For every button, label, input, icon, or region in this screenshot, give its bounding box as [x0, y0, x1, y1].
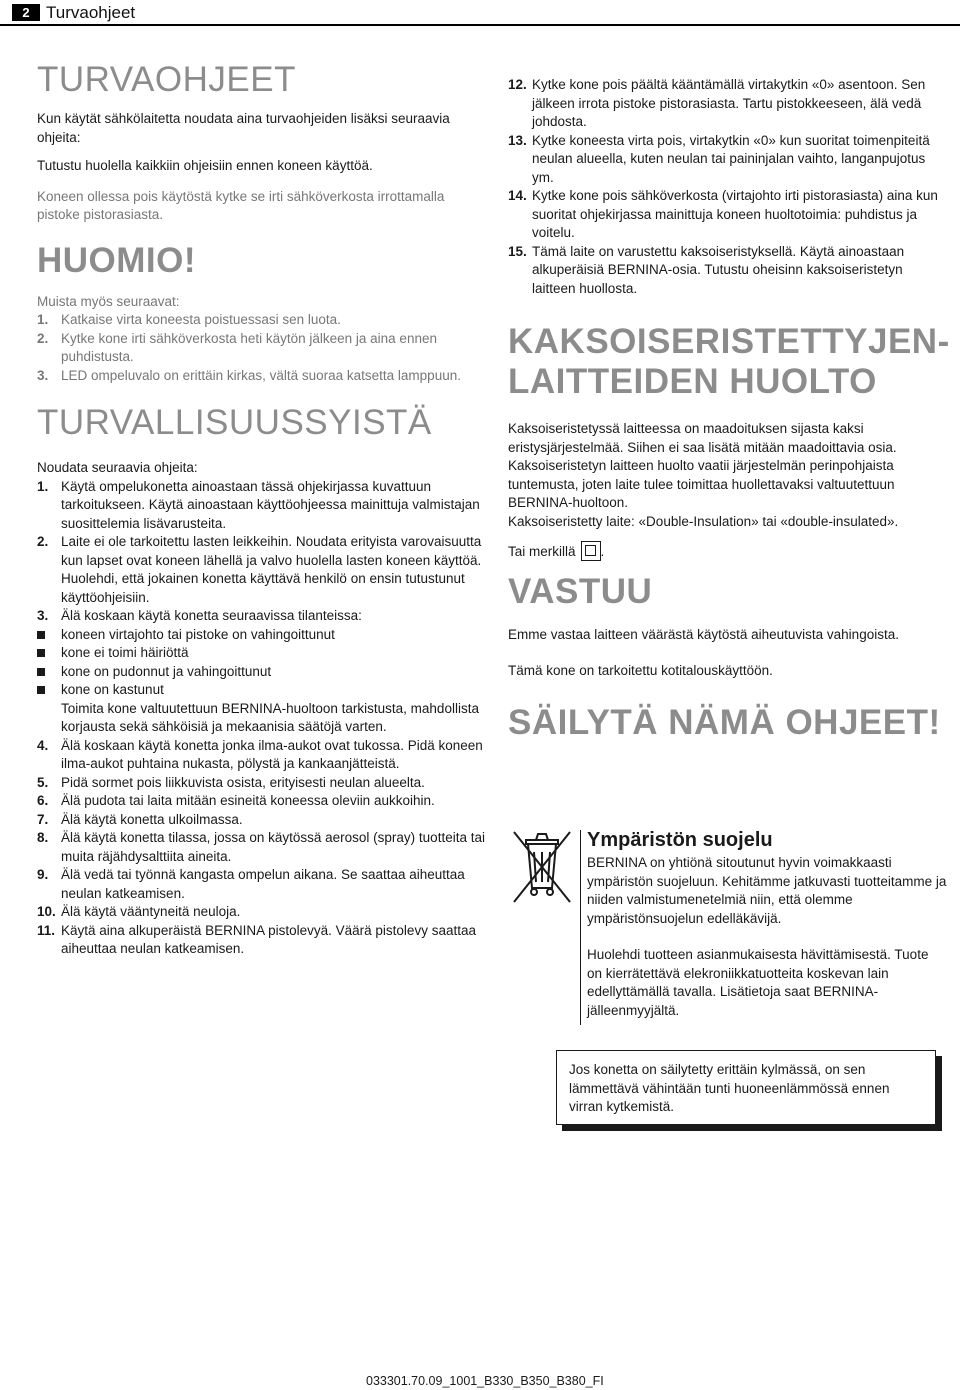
list-item: 4. Älä koskaan käytä konetta jonka ilma-aukot ovat tukossa. Pidä koneen ilma-aukot puhtaina nukasta, pölystä ja kankaanjätteistä.	[37, 737, 483, 771]
list-item: 10. Älä käytä vääntyneitä neuloja.	[37, 904, 241, 919]
list-item: 9. Älä vedä tai työnnä kangasta ompelun aikana. Se saattaa aiheuttaa neulan katkeamisen.	[37, 867, 465, 901]
intro-paragraph-3: Koneen ollessa pois käytöstä kytke se irti sähköverkosta irrottamalla pistoke pistorasiasta.	[37, 188, 445, 222]
double-insulation-labels: Kaksoiseristetty laite: «Double-Insulation» tai «double-insulated».	[508, 513, 899, 529]
environment-paragraph-2: Huolehdi tuotteen asianmukaisesta hävittämisestä. Tuote on kierrätettävä elekroniikkatuotteita koskevan lain edellyttämällä tavalla. Lisätietoja saat BERNINA-jälleenmyyjältä.	[587, 947, 929, 1018]
intro-paragraph-2: Tutustu huolella kaikkiin ohjeisiin ennen koneen käyttöä.	[37, 158, 373, 173]
liability-paragraph-1: Emme vastaa laitteen väärästä käytöstä aiheutuvista vahingoista.	[508, 626, 899, 642]
reasons-lead: Noudata seuraavia ohjeita:	[37, 460, 198, 475]
intro-paragraph-1: Kun käytät sähkölaitetta noudata aina turvaohjeiden lisäksi seuraavia ohjeita:	[37, 111, 450, 145]
environment-title: Ympäristön suojelu	[587, 829, 773, 851]
list-item: 2. Kytke kone irti sähköverkosta heti käytön jälkeen ja aina ennen puhdistusta.	[37, 330, 437, 364]
attention-list	[37, 311, 485, 385]
bullet-item: kone on kastunut	[37, 681, 485, 700]
item-3-tail: Toimita kone valtuutettuun BERNINA-huoltoon tarkistusta, mahdollista korjausta sekä sähköisiä ja mekaanisia säätöjä varten.	[61, 700, 479, 734]
heading-safety-reasons: TURVALLISUUSSYISTÄ	[37, 403, 432, 442]
heading-double-insulation-line-1: KAKSOISERISTETTYJEN-	[508, 322, 950, 361]
double-insulation-symbol-line: Tai merkillä .	[508, 541, 948, 562]
list-item: 2. Laite ei ole tarkoitettu lasten leikkeihin. Noudata erityista varovaisuutta kun lapset ovat koneen lähellä ja valvo huolella lasten koneen käyttöä. Huolehdi, että jokainen konetta käyttävä henkilö on ensin tutustunut käyttöohjeisiin.	[37, 534, 482, 605]
header-title: Turvaohjeet	[46, 3, 136, 22]
list-item: 11. Käytä aina alkuperäistä BERNINA pistolevyä. Väärä pistolevy saattaa aiheuttaa neulan katkeamisen.	[37, 922, 476, 956]
page-number: 2	[12, 4, 40, 21]
document-code: 033301.70.09_1001_B330_B350_B380_FI	[366, 1374, 604, 1388]
bullet-item: koneen virtajohto tai pistoke on vahingoittunut	[37, 626, 485, 645]
page-header	[0, 0, 960, 26]
bullet-item: kone on pudonnut ja vahingoittunut	[37, 663, 485, 682]
header-rule	[0, 24, 960, 26]
environment-divider	[580, 830, 581, 1025]
safety-list	[37, 478, 485, 959]
list-item: 1. Käytä ompelukonetta ainoastaan tässä ohjekirjassa kuvattuun tarkoitukseen. Käytä ainoastaan käyttöohjeessa mainittuja valmistajan suosittelemia lisävarusteita.	[37, 478, 480, 531]
list-item: 15. Tämä laite on varustettu kaksoiseristyksellä. Käytä ainoastaan alkuperäisiä BERNINA-osia. Tutustu oheisinn kaksoiseristetyn laitteen huollosta.	[508, 243, 905, 296]
heading-double-insulation	[508, 322, 948, 402]
right-column	[508, 76, 948, 743]
heading-double-insulation-line-2: LAITTEIDEN HUOLTO	[508, 362, 877, 401]
attention-lead: Muista myös seuraavat:	[37, 293, 180, 309]
safety-list-continued	[508, 76, 948, 298]
heading-liability: VASTUU	[508, 571, 653, 611]
list-item: 1. Katkaise virta koneesta poistuessasi sen luota.	[37, 312, 341, 327]
condition-bullets	[37, 626, 485, 700]
heading-attention: HUOMIO!	[37, 240, 197, 280]
list-item: 3. Älä koskaan käytä konetta seuraavissa tilanteissa: koneen virtajohto tai pistoke on vahingoittunut kone ei toimi häiriöttä kone on pudonnut ja vahingoittunut kone on kastunut Toimita kone valtuutettuun BERNINA-huoltoon tarkistusta, mahdollista korjausta sekä sähköisiä ja mekaanisia säätöjä varten.	[37, 607, 485, 737]
cold-storage-note	[556, 1050, 936, 1125]
list-item: 8. Älä käytä konetta tilassa, jossa on käytössä aerosol (spray) tuotteita tai muita räjähdysalttiita aineita.	[37, 830, 485, 864]
list-item: 13. Kytke koneesta virta pois, virtakytkin «0» kun suoritat toimenpiteitä neulan alueella, kuten neulan tai paininjalan vaihto, langanpujotus ym.	[508, 132, 930, 185]
list-item: 3. LED ompeluvalo on erittäin kirkas, vältä suoraa katsetta lamppuun.	[37, 367, 461, 383]
crossed-out-wheelie-bin-icon	[510, 826, 574, 908]
double-insulation-icon	[581, 541, 601, 561]
list-item: 14. Kytke kone pois sähköverkosta (virtajohto irti pistorasiasta) aina kun suoritat ohjekirjassa mainittuja koneen huoltotoimia: puhdistus ja voitelu.	[508, 188, 938, 240]
list-item: 7. Älä käytä konetta ulkoilmassa.	[37, 811, 243, 827]
left-column	[37, 60, 485, 959]
double-insulation-paragraph: Kaksoiseristetyssä laitteessa on maadoituksen sijasta kaksi eristysjärjestelmää. Siihen ei saa lisätä mitään maadoittavia osia. Kaksoiseristetyn laitteen huolto vaatii järjestelmän perinpohjaista tuntemusta, joten laite tulee toimittaa huollettavaksi valtuutettuun BERNINA-huoltoon.	[508, 421, 897, 510]
environment-paragraph-1: BERNINA on yhtiönä sitoutunut hyvin voimakkaasti ympäristön suojeluun. Kehitämme jatkuvasti tuotteitamme ja niiden valmistumenetelmiä niin, että olemme ympäristönsuojelun edelläkävijä.	[587, 855, 947, 926]
bullet-item: kone ei toimi häiriöttä	[37, 644, 485, 663]
list-item: 6. Älä pudota tai laita mitään esineitä koneessa oleviin aukkoihin.	[37, 793, 435, 808]
cold-storage-note-text: Jos konetta on säilytetty erittäin kylmässä, on sen lämmettävä vähintään tunti huoneenlämmössä ennen virran kytkemistä.	[569, 1062, 890, 1114]
list-item: 12. Kytke kone pois päältä kääntämällä virtakytkin «0» asentoon. Sen jälkeen irrota pistoke pistorasiasta. Tartu pistokkeeseen, älä vedä johdosta.	[508, 77, 926, 129]
heading-safety: TURVAOHJEET	[37, 60, 296, 99]
list-item: 5. Pidä sormet pois liikkuvista osista, erityisesti neulan alueelta.	[37, 774, 425, 790]
environment-section	[587, 828, 947, 1020]
heading-keep-instructions: SÄILYTÄ NÄMÄ OHJEET!	[508, 702, 941, 742]
liability-paragraph-2: Tämä kone on tarkoitettu kotitalouskäyttöön.	[508, 663, 773, 678]
